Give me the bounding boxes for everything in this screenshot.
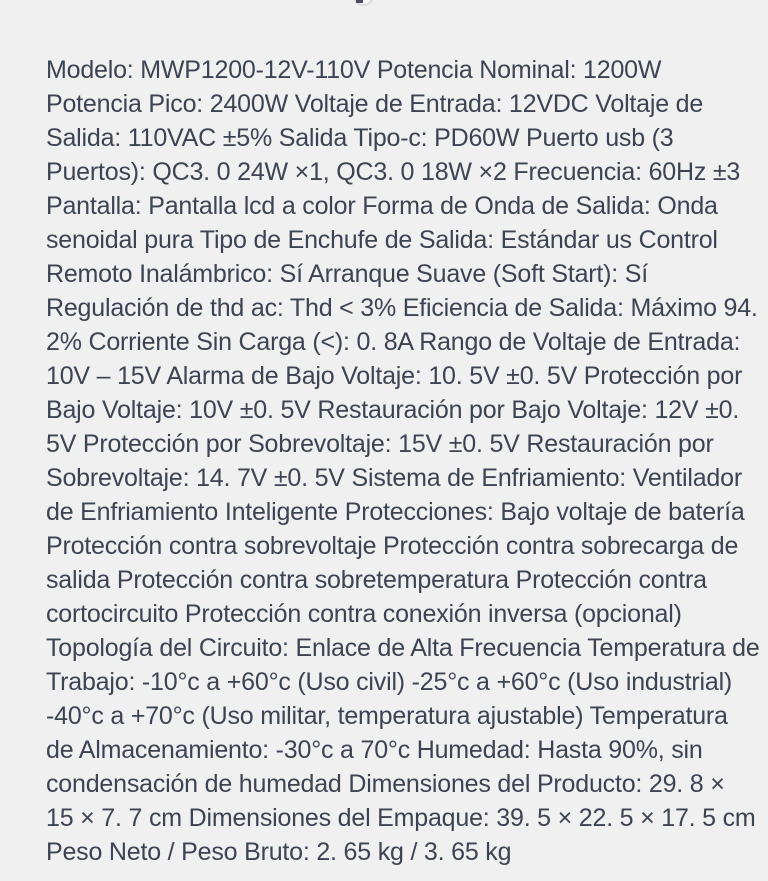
spec-line: de Enfriamiento Inteligente Protecciones: Bajo voltaje de batería	[46, 498, 745, 526]
spec-line: Protección contra sobrevoltaje Protección contra sobrecarga de	[46, 532, 739, 560]
spec-line: Potencia Pico: 2400W Voltaje de Entrada: 12VDC Voltaje de	[46, 90, 704, 118]
spec-line: Regulación de thd ac: Thd < 3% Eficiencia de Salida: Máximo 94.	[46, 294, 758, 322]
cutoff-icon-mark	[356, 0, 363, 3]
spec-line: Puertos): QC3. 0 24W ×1, QC3. 0 18W ×2 Frecuencia: 60Hz ±3	[46, 158, 741, 186]
spec-line: Salida: 110VAC ±5% Salida Tipo-c: PD60W Puerto usb (3	[46, 124, 674, 152]
spec-line: Pantalla: Pantalla lcd a color Forma de Onda de Salida: Onda	[46, 192, 718, 220]
spec-line: senoidal pura Tipo de Enchufe de Salida: Estándar us Control	[46, 226, 718, 254]
spec-line: 10V – 15V Alarma de Bajo Voltaje: 10. 5V ±0. 5V Protección por	[46, 362, 743, 390]
spec-line: 15 × 7. 7 cm Dimensiones del Empaque: 39. 5 × 22. 5 × 17. 5 cm	[46, 804, 756, 832]
spec-line: Trabajo: -10°c a +60°c (Uso civil) -25°c a +60°c (Uso industrial)	[46, 668, 733, 696]
spec-line: Bajo Voltaje: 10V ±0. 5V Restauración por Bajo Voltaje: 12V ±0.	[46, 396, 740, 424]
spec-line: 2% Corriente Sin Carga (<): 0. 8A Rango de Voltaje de Entrada:	[46, 328, 741, 356]
spec-line: Sobrevoltaje: 14. 7V ±0. 5V Sistema de Enfriamiento: Ventilador	[46, 464, 742, 492]
spec-line: -40°c a +70°c (Uso militar, temperatura ajustable) Temperatura	[46, 702, 728, 730]
spec-line: Peso Neto / Peso Bruto: 2. 65 kg / 3. 65 kg	[46, 838, 512, 866]
product-spec-text	[46, 53, 760, 869]
spec-line: Modelo: MWP1200-12V-110V Potencia Nominal: 1200W	[46, 56, 662, 84]
spec-line: condensación de humedad Dimensiones del Producto: 29. 8 ×	[46, 770, 725, 798]
spec-line: Topología del Circuito: Enlace de Alta Frecuencia Temperatura de	[46, 634, 760, 662]
spec-line: Remoto Inalámbrico: Sí Arranque Suave (Soft Start): Sí	[46, 260, 648, 288]
spec-line: 5V Protección por Sobrevoltaje: 15V ±0. 5V Restauración por	[46, 430, 714, 458]
spec-line: cortocircuito Protección contra conexión inversa (opcional)	[46, 600, 682, 628]
spec-line: de Almacenamiento: -30°c a 70°c Humedad: Hasta 90%, sin	[46, 736, 703, 764]
spec-line: salida Protección contra sobretemperatura Protección contra	[46, 566, 707, 594]
